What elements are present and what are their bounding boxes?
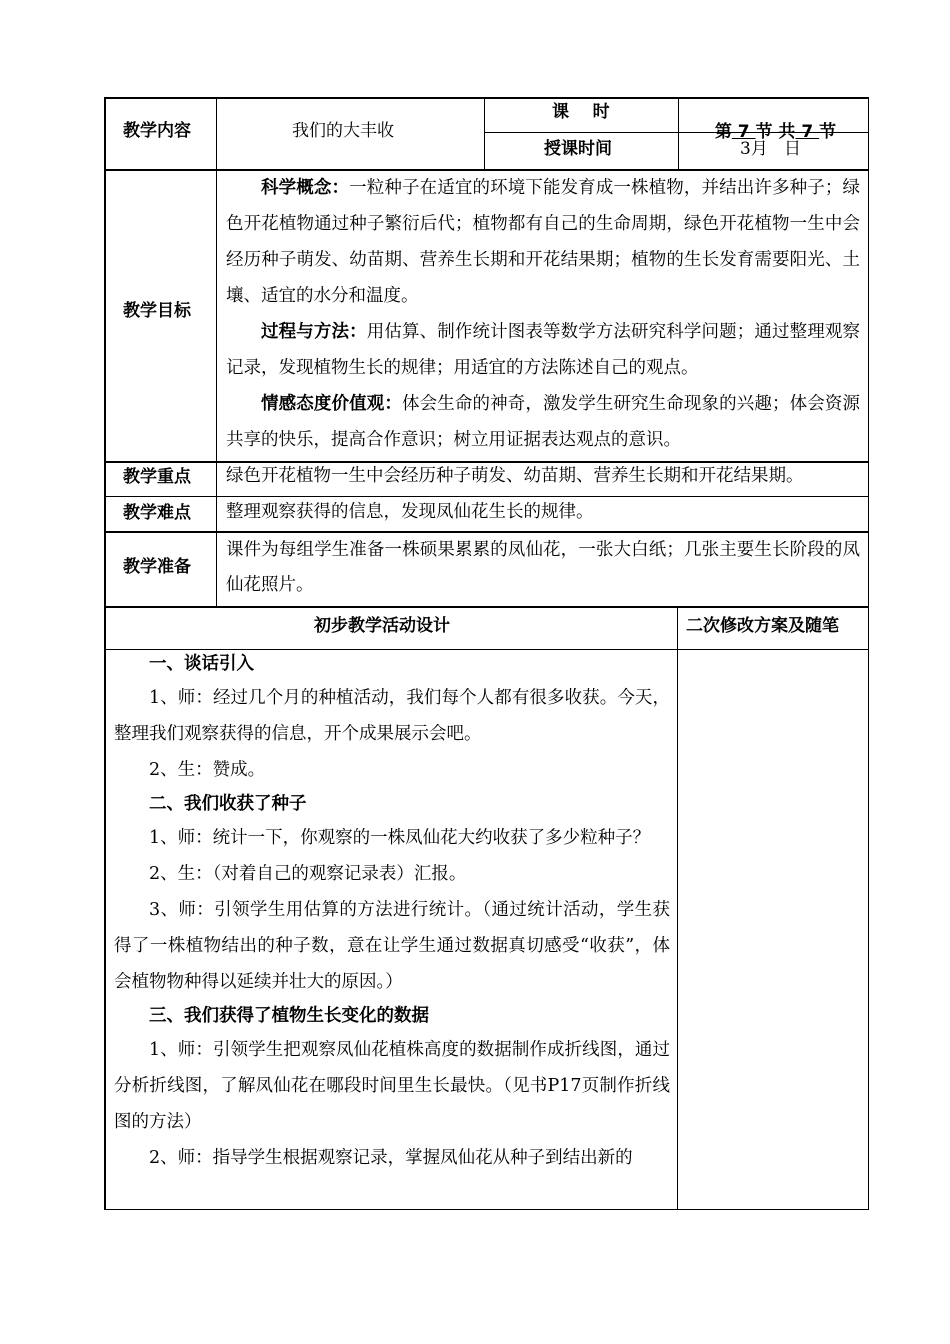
lesson-title: 我们的大丰收	[292, 121, 394, 141]
col-divider	[484, 97, 485, 170]
objective-science	[226, 170, 860, 314]
row-divider	[104, 496, 869, 497]
period-label: 课 时	[552, 102, 610, 122]
section-heading: 一、谈话引入	[149, 654, 254, 674]
revision-notes-area[interactable]	[679, 651, 867, 1208]
activity-paragraph: 1、师：统计一下，你观察的一株凤仙花大约收获了多少粒种子？	[149, 828, 651, 848]
class-time-label: 授课时间	[544, 139, 612, 159]
col-divider	[677, 606, 678, 1209]
period-value	[703, 102, 836, 142]
activity-paragraph: 2、生：赞成。	[149, 760, 266, 780]
row-divider	[104, 461, 869, 463]
objective-heading: 科学概念：	[261, 178, 350, 198]
table-border-top	[104, 97, 869, 99]
section-heading: 二、我们收获了种子	[149, 794, 307, 814]
activity-paragraph: 2、生：（对着自己的观察记录表）汇报。	[149, 864, 467, 884]
revision-notes-header: 二次修改方案及随笔	[686, 616, 839, 636]
objective-attitude	[226, 386, 860, 458]
period-current: 7	[731, 122, 756, 142]
difficulties-text: 整理观察获得的信息，发现凤仙花生长的规律。	[226, 502, 594, 522]
col-divider	[678, 97, 679, 170]
table-border-right	[868, 97, 870, 1210]
objective-text: 用估算、制作统计图表等数学方法研究科学问题；通过整理观察记录，发现植物生长的规律；用适宜的方法陈述自己的观点。	[226, 322, 861, 378]
row-divider	[104, 606, 869, 608]
table-border-left	[104, 97, 106, 1210]
activity-paragraph: 1、师：经过几个月的种植活动，我们每个人都有很多收获。今天，整理我们观察获得的信息，开个成果展示会吧。	[114, 688, 670, 744]
content-label: 教学内容	[123, 121, 191, 141]
period-middle: 节 共	[755, 122, 796, 142]
period-prefix: 第	[714, 122, 732, 142]
activity-paragraph: 3、师：引领学生用估算的方法进行统计。（通过统计活动，学生获得了一株植物结出的种子数，意在让学生通过数据真切感受“收获”，体会植物物种得以延续并壮大的原因。）	[114, 900, 670, 992]
objective-heading: 过程与方法：	[261, 322, 367, 342]
activity-paragraph: 1、师：引领学生把观察凤仙花植株高度的数据制作成折线图，通过分析折线图，了解凤仙花在哪段时间里生长最快。（见书P17页制作折线图的方法）	[114, 1040, 670, 1132]
class-time-value: 3月 日	[740, 139, 802, 159]
difficulties-label: 教学难点	[123, 503, 191, 523]
key-points-label: 教学重点	[123, 467, 191, 487]
preparation-text: 课件为每组学生准备一株硕果累累的凤仙花，一张大白纸；几张主要生长阶段的凤仙花照片。	[226, 540, 860, 595]
period-suffix: 节	[819, 122, 837, 142]
section-heading: 三、我们获得了植物生长变化的数据	[149, 1006, 429, 1026]
objective-text: 体会生命的神奇，激发学生研究生命现象的兴趣；体会资源共享的快乐，提高合作意识；树立用证据表达观点的意识。	[226, 394, 861, 450]
key-points-text: 绿色开花植物一生中会经历种子萌发、幼苗期、营养生长期和开花结果期。	[226, 466, 804, 486]
table-border-bottom	[104, 1209, 869, 1211]
objectives-body	[226, 170, 860, 458]
objective-process	[226, 314, 860, 386]
objectives-label: 教学目标	[123, 301, 191, 321]
objective-text: 一粒种子在适宜的环境下能发育成一株植物，并结出许多种子；绿色开花植物通过种子繁衍后代；植物都有自己的生命周期，绿色开花植物一生中会经历种子萌发、幼苗期、营养生长期和开花结果期；植物的生长发育需要阳光、土壤、适宜的水分和温度。	[226, 178, 861, 306]
activity-design-header: 初步教学活动设计	[314, 616, 450, 636]
period-total: 7	[795, 122, 820, 142]
preparation-label: 教学准备	[123, 557, 191, 577]
activity-paragraph: 2、师：指导学生根据观察记录，掌握凤仙花从种子到结出新的	[149, 1148, 633, 1168]
activity-body	[114, 648, 670, 1208]
objective-heading: 情感态度价值观：	[261, 394, 402, 414]
